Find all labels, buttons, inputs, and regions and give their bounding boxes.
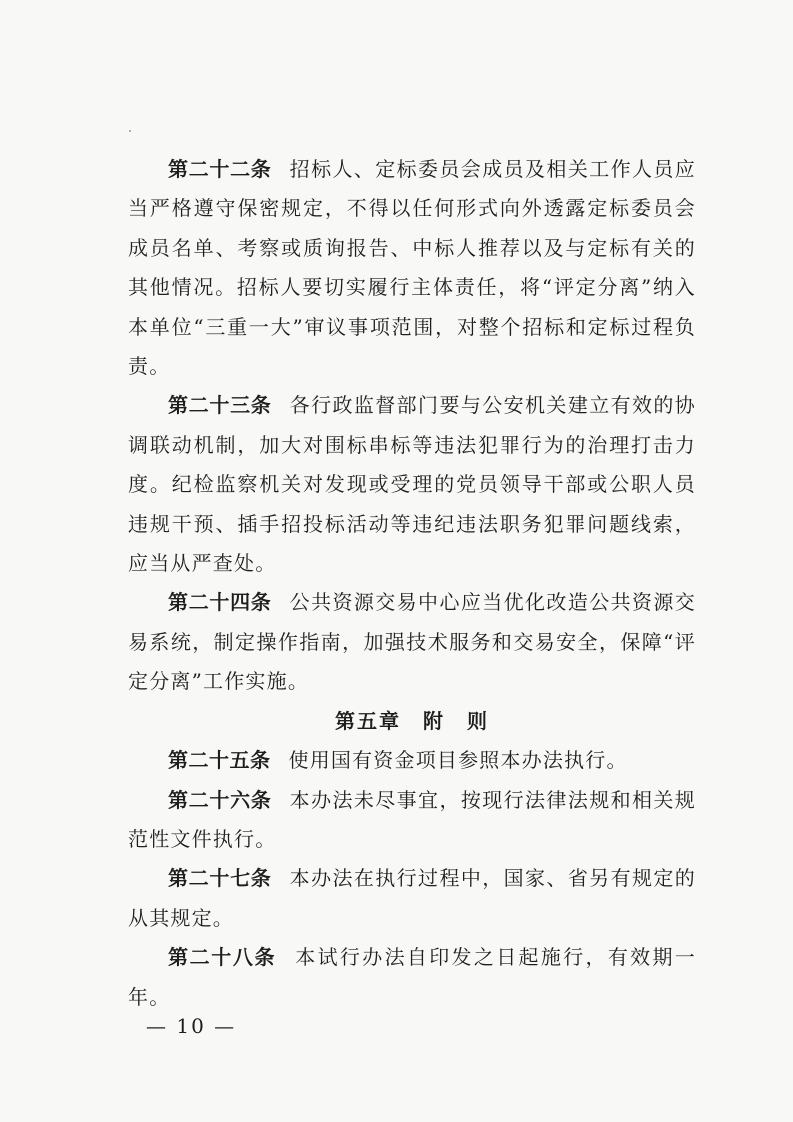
article-label: 第二十五条 <box>168 748 271 773</box>
article-text: 公共资源交易中心应当优化改造公共资源交易系统，制定操作指南，加强技术服务和交易安全，保障“评定分离”工作实施。 <box>128 590 696 694</box>
article-26 <box>128 781 696 860</box>
article-label: 第二十三条 <box>168 393 272 418</box>
article-22 <box>128 150 696 386</box>
article-24 <box>128 583 696 701</box>
article-label: 第二十六条 <box>168 787 272 812</box>
article-label: 第二十二条 <box>168 157 272 181</box>
article-25 <box>128 741 696 780</box>
article-text: 使用国有资金项目参照本办法执行。 <box>288 748 628 773</box>
article-28 <box>128 938 696 1017</box>
scan-speck <box>129 130 131 132</box>
article-text: 本试行办法自印发之日起施行，有效期一年。 <box>128 945 697 1009</box>
article-text: 本办法未尽事宜，按现行法律法规和相关规范性文件执行。 <box>128 787 696 851</box>
article-label: 第二十七条 <box>168 866 272 891</box>
article-text: 本办法在执行过程中，国家、省另有规定的从其规定。 <box>128 866 696 930</box>
article-text: 招标人、定标委员会成员及相关工作人员应当严格遵守保密规定，不得以任何形式向外透露定标委员会成员名单、考察或质询报告、中标人推荐以及与定标有关的其他情况。招标人要切实履行主体责任，将“评定分离”纳入本单位“三重一大”审议事项范围，对整个招标和定标过程负责。 <box>128 157 696 379</box>
article-text: 各行政监督部门要与公安机关建立有效的协调联动机制，加大对围标串标等违法犯罪行为的治理打击力度。纪检监察机关对发现或受理的党员领导干部或公职人员违规干预、插手招投标活动等违纪违法职务犯罪问题线索，应当从严查处。 <box>128 393 696 576</box>
page-number: — 10 — <box>146 1014 237 1038</box>
article-27 <box>128 859 696 938</box>
article-label: 第二十八条 <box>168 945 277 970</box>
document-body <box>128 150 696 1017</box>
article-23 <box>128 386 696 583</box>
article-label: 第二十四条 <box>168 590 272 615</box>
chapter-heading: 第五章 附 则 <box>335 708 489 733</box>
